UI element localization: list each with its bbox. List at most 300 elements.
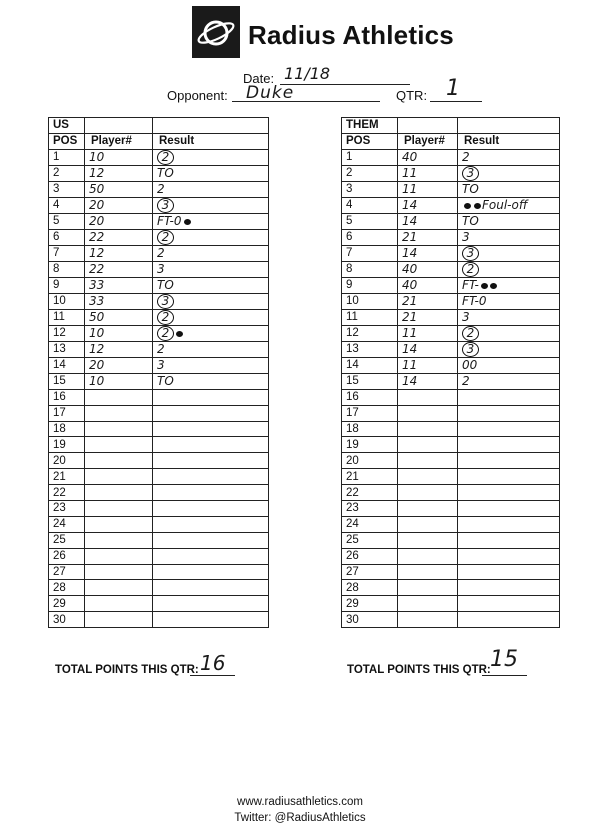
player-cell[interactable]	[398, 501, 458, 517]
pos-cell: 17	[342, 405, 398, 421]
us-table-row	[49, 245, 269, 261]
result-cell[interactable]	[153, 389, 269, 405]
pos-cell: 11	[49, 309, 85, 325]
us-table-row	[49, 596, 269, 612]
result-cell[interactable]	[153, 229, 269, 245]
result-text: TO	[157, 277, 174, 292]
result-text: 2	[462, 149, 470, 164]
us-table-row	[49, 261, 269, 277]
player-cell[interactable]	[398, 245, 458, 261]
us-table-row	[49, 437, 269, 453]
player-cell[interactable]	[398, 181, 458, 197]
pos-cell: 3	[49, 181, 85, 197]
player-cell[interactable]	[85, 469, 153, 485]
us-table-row	[49, 612, 269, 628]
pos-cell: 25	[342, 532, 398, 548]
us-table-row	[49, 325, 269, 341]
them-total-line	[482, 675, 527, 676]
pos-cell: 27	[342, 564, 398, 580]
them-table-row	[342, 181, 560, 197]
pos-cell: 18	[49, 421, 85, 437]
pos-cell: 14	[342, 357, 398, 373]
pos-cell: 9	[342, 277, 398, 293]
pos-cell: 18	[342, 421, 398, 437]
player-cell[interactable]	[398, 357, 458, 373]
pos-cell: 25	[49, 532, 85, 548]
them-table-row	[342, 485, 560, 501]
them-table-row	[342, 405, 560, 421]
player-cell[interactable]	[85, 596, 153, 612]
them-table-row	[342, 469, 560, 485]
us-table-body	[49, 118, 269, 628]
pos-cell: 20	[49, 453, 85, 469]
player-number: 50	[89, 309, 105, 324]
pos-cell: 1	[342, 149, 398, 165]
pos-cell: 6	[342, 229, 398, 245]
player-cell[interactable]	[398, 596, 458, 612]
result-text: FT-0	[462, 293, 487, 308]
pos-cell: 13	[49, 341, 85, 357]
result-cell[interactable]	[458, 421, 560, 437]
qtr-value[interactable]: 1	[446, 76, 460, 101]
us-total-value[interactable]: 16	[200, 651, 226, 675]
us-table-row	[49, 373, 269, 389]
them-table-row	[342, 564, 560, 580]
result-cell[interactable]	[458, 564, 560, 580]
pos-cell: 21	[49, 469, 85, 485]
pos-cell: 4	[49, 197, 85, 213]
player-cell[interactable]	[85, 548, 153, 564]
them-table-row	[342, 548, 560, 564]
them-col-pos: POS	[342, 133, 398, 149]
player-cell[interactable]	[85, 437, 153, 453]
player-cell[interactable]	[398, 421, 458, 437]
us-table-row	[49, 516, 269, 532]
result-cell[interactable]	[153, 325, 269, 341]
player-number: 21	[402, 309, 418, 324]
pos-cell: 7	[49, 245, 85, 261]
footer-twitter[interactable]: Twitter: @RadiusAthletics	[234, 812, 366, 824]
player-cell[interactable]	[398, 149, 458, 165]
result-text: TO	[462, 181, 479, 196]
circled-result: 2	[157, 326, 174, 341]
pos-cell: 4	[342, 197, 398, 213]
result-text: 2	[157, 181, 165, 196]
player-cell[interactable]	[85, 405, 153, 421]
result-cell[interactable]	[458, 437, 560, 453]
made-shot-dot-icon	[490, 283, 497, 289]
pos-cell: 1	[49, 149, 85, 165]
result-cell[interactable]	[153, 437, 269, 453]
player-cell[interactable]	[398, 325, 458, 341]
result-cell[interactable]	[153, 421, 269, 437]
result-cell[interactable]	[153, 612, 269, 628]
player-cell[interactable]	[85, 181, 153, 197]
pos-cell: 21	[342, 469, 398, 485]
us-table-row	[49, 181, 269, 197]
pos-cell: 15	[49, 373, 85, 389]
us-table-row	[49, 485, 269, 501]
result-cell[interactable]	[458, 516, 560, 532]
pos-cell: 22	[342, 485, 398, 501]
result-cell[interactable]	[458, 548, 560, 564]
pos-cell: 12	[342, 325, 398, 341]
player-number: 10	[89, 149, 105, 164]
pos-cell: 23	[342, 501, 398, 517]
player-cell[interactable]	[85, 485, 153, 501]
us-table-row	[49, 357, 269, 373]
player-cell[interactable]	[398, 165, 458, 181]
result-cell[interactable]	[153, 548, 269, 564]
them-table-row	[342, 277, 560, 293]
us-col-pos: POS	[49, 133, 85, 149]
pos-cell: 11	[342, 309, 398, 325]
us-table-row	[49, 564, 269, 580]
player-number: 20	[89, 357, 105, 372]
player-cell[interactable]	[85, 580, 153, 596]
pos-cell: 19	[342, 437, 398, 453]
result-cell[interactable]	[153, 149, 269, 165]
footer-website[interactable]: www.radiusathletics.com	[237, 796, 363, 808]
result-text: FT-	[462, 277, 479, 292]
result-cell[interactable]	[153, 277, 269, 293]
us-total-line	[190, 675, 235, 676]
result-cell[interactable]	[458, 501, 560, 517]
result-cell[interactable]	[458, 485, 560, 501]
pos-cell: 29	[342, 596, 398, 612]
result-cell[interactable]	[458, 453, 560, 469]
pos-cell: 27	[49, 564, 85, 580]
player-cell[interactable]	[398, 261, 458, 277]
player-number: 14	[402, 373, 418, 388]
circled-result: 3	[157, 294, 174, 309]
player-cell[interactable]	[85, 357, 153, 373]
result-cell[interactable]	[153, 516, 269, 532]
player-cell[interactable]	[85, 261, 153, 277]
player-cell[interactable]	[85, 245, 153, 261]
player-cell[interactable]	[398, 564, 458, 580]
result-cell[interactable]	[153, 309, 269, 325]
result-cell[interactable]	[458, 341, 560, 357]
result-cell[interactable]	[153, 357, 269, 373]
result-cell[interactable]	[153, 197, 269, 213]
pos-cell: 12	[49, 325, 85, 341]
player-cell[interactable]	[398, 453, 458, 469]
result-cell[interactable]	[153, 580, 269, 596]
player-cell[interactable]	[398, 229, 458, 245]
player-number: 12	[89, 165, 105, 180]
pos-cell: 17	[49, 405, 85, 421]
player-number: 40	[402, 149, 418, 164]
result-cell[interactable]	[458, 373, 560, 389]
them-table-row	[342, 325, 560, 341]
pos-cell: 15	[342, 373, 398, 389]
player-cell[interactable]	[85, 325, 153, 341]
pos-cell: 22	[49, 485, 85, 501]
result-cell[interactable]	[458, 612, 560, 628]
player-cell[interactable]	[85, 149, 153, 165]
result-cell[interactable]	[458, 469, 560, 485]
result-cell[interactable]	[458, 277, 560, 293]
pos-cell: 24	[342, 516, 398, 532]
result-cell[interactable]	[153, 564, 269, 580]
player-cell[interactable]	[85, 341, 153, 357]
result-cell[interactable]	[458, 580, 560, 596]
result-cell[interactable]	[458, 229, 560, 245]
result-text: 2	[157, 341, 165, 356]
player-number: 10	[89, 373, 105, 388]
us-total-label: TOTAL POINTS THIS QTR:	[55, 664, 199, 676]
made-shot-dot-icon	[184, 219, 191, 225]
player-cell[interactable]	[398, 293, 458, 309]
result-cell[interactable]	[458, 357, 560, 373]
them-table-row	[342, 229, 560, 245]
player-cell[interactable]	[85, 612, 153, 628]
made-shot-dot-icon	[474, 203, 481, 209]
circled-result: 3	[462, 246, 479, 261]
them-table-row	[342, 165, 560, 181]
pos-cell: 24	[49, 516, 85, 532]
them-table-row	[342, 309, 560, 325]
player-cell[interactable]	[85, 389, 153, 405]
pos-cell: 2	[342, 165, 398, 181]
circled-result: 2	[157, 150, 174, 165]
result-text: TO	[157, 165, 174, 180]
pos-cell: 26	[342, 548, 398, 564]
them-table-row	[342, 197, 560, 213]
player-cell[interactable]	[85, 309, 153, 325]
result-cell[interactable]	[458, 261, 560, 277]
result-cell[interactable]	[458, 149, 560, 165]
player-cell[interactable]	[398, 469, 458, 485]
pos-cell: 8	[49, 261, 85, 277]
player-cell[interactable]	[398, 197, 458, 213]
us-table-row	[49, 165, 269, 181]
result-cell[interactable]	[458, 596, 560, 612]
them-col-result: Result	[458, 133, 560, 149]
player-number: 10	[89, 325, 105, 340]
circled-result: 2	[157, 310, 174, 325]
us-table-row	[49, 149, 269, 165]
result-cell[interactable]	[153, 453, 269, 469]
us-header-row	[49, 133, 269, 149]
them-table-row	[342, 421, 560, 437]
us-table-row	[49, 213, 269, 229]
us-table-row	[49, 229, 269, 245]
player-cell[interactable]	[398, 548, 458, 564]
result-cell[interactable]	[153, 485, 269, 501]
radius-logo	[192, 6, 240, 58]
player-cell[interactable]	[398, 485, 458, 501]
result-cell[interactable]	[458, 405, 560, 421]
result-cell[interactable]	[458, 293, 560, 309]
player-number: 14	[402, 213, 418, 228]
player-cell[interactable]	[398, 612, 458, 628]
pos-cell: 8	[342, 261, 398, 277]
us-table-row	[49, 389, 269, 405]
pos-cell: 10	[342, 293, 398, 309]
qtr-label: QTR:	[396, 88, 428, 103]
circled-result: 3	[462, 342, 479, 357]
player-cell[interactable]	[398, 580, 458, 596]
player-number: 11	[402, 325, 418, 340]
opponent-label: Opponent:	[167, 88, 228, 103]
us-table-row	[49, 580, 269, 596]
pos-cell: 10	[49, 293, 85, 309]
player-cell[interactable]	[85, 501, 153, 517]
result-cell[interactable]	[153, 469, 269, 485]
player-number: 40	[402, 277, 418, 292]
us-table-row	[49, 421, 269, 437]
pos-cell: 5	[49, 213, 85, 229]
pos-cell: 28	[49, 580, 85, 596]
player-cell[interactable]	[398, 389, 458, 405]
us-col-result: Result	[153, 133, 269, 149]
them-team-label: THEM	[342, 118, 398, 134]
us-table-row	[49, 277, 269, 293]
them-table-row	[342, 501, 560, 517]
result-cell[interactable]	[153, 293, 269, 309]
pos-cell: 3	[342, 181, 398, 197]
player-number: 50	[89, 181, 105, 196]
player-cell[interactable]	[398, 341, 458, 357]
them-total-value[interactable]: 15	[490, 647, 518, 672]
them-table-row	[342, 453, 560, 469]
result-cell[interactable]	[153, 245, 269, 261]
player-cell[interactable]	[85, 421, 153, 437]
circled-result: 3	[157, 198, 174, 213]
us-table-row	[49, 197, 269, 213]
player-cell[interactable]	[85, 532, 153, 548]
player-cell[interactable]	[85, 564, 153, 580]
player-number: 21	[402, 293, 418, 308]
player-cell[interactable]	[398, 405, 458, 421]
player-cell[interactable]	[398, 277, 458, 293]
pos-cell: 30	[342, 612, 398, 628]
player-number: 21	[402, 229, 418, 244]
pos-cell: 16	[342, 389, 398, 405]
player-cell[interactable]	[85, 165, 153, 181]
result-cell[interactable]	[458, 309, 560, 325]
result-cell[interactable]	[153, 261, 269, 277]
result-text: 3	[157, 357, 165, 372]
player-number: 12	[89, 341, 105, 356]
result-cell[interactable]	[153, 181, 269, 197]
pos-cell: 23	[49, 501, 85, 517]
result-cell[interactable]	[153, 213, 269, 229]
them-table-row	[342, 612, 560, 628]
circled-result: 3	[462, 166, 479, 181]
player-number: 14	[402, 341, 418, 356]
player-cell[interactable]	[398, 309, 458, 325]
player-number: 20	[89, 213, 105, 228]
them-table-row	[342, 580, 560, 596]
them-table-row	[342, 373, 560, 389]
date-value[interactable]: 11/18	[284, 64, 331, 83]
pos-cell: 29	[49, 596, 85, 612]
us-table-row	[49, 548, 269, 564]
result-cell[interactable]	[458, 532, 560, 548]
player-cell[interactable]	[85, 293, 153, 309]
player-cell[interactable]	[85, 197, 153, 213]
pos-cell: 14	[49, 357, 85, 373]
result-cell[interactable]	[153, 501, 269, 517]
player-cell[interactable]	[85, 213, 153, 229]
result-text: 2	[462, 373, 470, 388]
opponent-value[interactable]: Duke	[246, 83, 295, 103]
player-number: 33	[89, 293, 105, 308]
us-col-player: Player#	[85, 133, 153, 149]
player-cell[interactable]	[85, 453, 153, 469]
player-number: 40	[402, 261, 418, 276]
result-cell[interactable]	[458, 325, 560, 341]
date-label: Date:	[243, 71, 275, 86]
date-line	[280, 84, 410, 85]
result-cell[interactable]	[153, 373, 269, 389]
pos-cell: 19	[49, 437, 85, 453]
made-shot-dot-icon	[481, 283, 488, 289]
result-text: 3	[462, 229, 470, 244]
player-cell[interactable]	[85, 229, 153, 245]
player-cell[interactable]	[398, 437, 458, 453]
player-cell[interactable]	[398, 373, 458, 389]
them-table-row	[342, 532, 560, 548]
them-table-row	[342, 293, 560, 309]
result-cell[interactable]	[153, 532, 269, 548]
pos-cell: 6	[49, 229, 85, 245]
player-cell[interactable]	[398, 213, 458, 229]
result-cell[interactable]	[458, 197, 560, 213]
result-text: Foul-off	[482, 197, 528, 212]
player-cell[interactable]	[85, 516, 153, 532]
us-team-row	[49, 118, 269, 134]
player-cell[interactable]	[85, 373, 153, 389]
player-number: 33	[89, 277, 105, 292]
player-number: 20	[89, 197, 105, 212]
player-cell[interactable]	[398, 532, 458, 548]
pos-cell: 26	[49, 548, 85, 564]
result-cell[interactable]	[458, 213, 560, 229]
result-text: 3	[157, 261, 165, 276]
result-cell[interactable]	[458, 181, 560, 197]
result-cell[interactable]	[458, 389, 560, 405]
result-cell[interactable]	[458, 165, 560, 181]
player-number: 14	[402, 245, 418, 260]
us-table-row	[49, 469, 269, 485]
player-number: 22	[89, 229, 105, 244]
us-table-row	[49, 341, 269, 357]
player-cell[interactable]	[85, 277, 153, 293]
player-number: 14	[402, 197, 418, 212]
player-cell[interactable]	[398, 516, 458, 532]
result-text: 3	[462, 309, 470, 324]
result-cell[interactable]	[153, 405, 269, 421]
made-shot-dot-icon	[464, 203, 471, 209]
result-cell[interactable]	[458, 245, 560, 261]
brand-title: Radius Athletics	[248, 20, 454, 50]
us-score-table	[48, 117, 269, 628]
result-cell[interactable]	[153, 341, 269, 357]
them-score-table	[341, 117, 560, 628]
them-header-row	[342, 133, 560, 149]
player-number: 11	[402, 165, 418, 180]
them-table-row	[342, 213, 560, 229]
result-cell[interactable]	[153, 165, 269, 181]
player-number: 12	[89, 245, 105, 260]
us-table-row	[49, 405, 269, 421]
result-text: TO	[157, 373, 174, 388]
result-cell[interactable]	[153, 596, 269, 612]
